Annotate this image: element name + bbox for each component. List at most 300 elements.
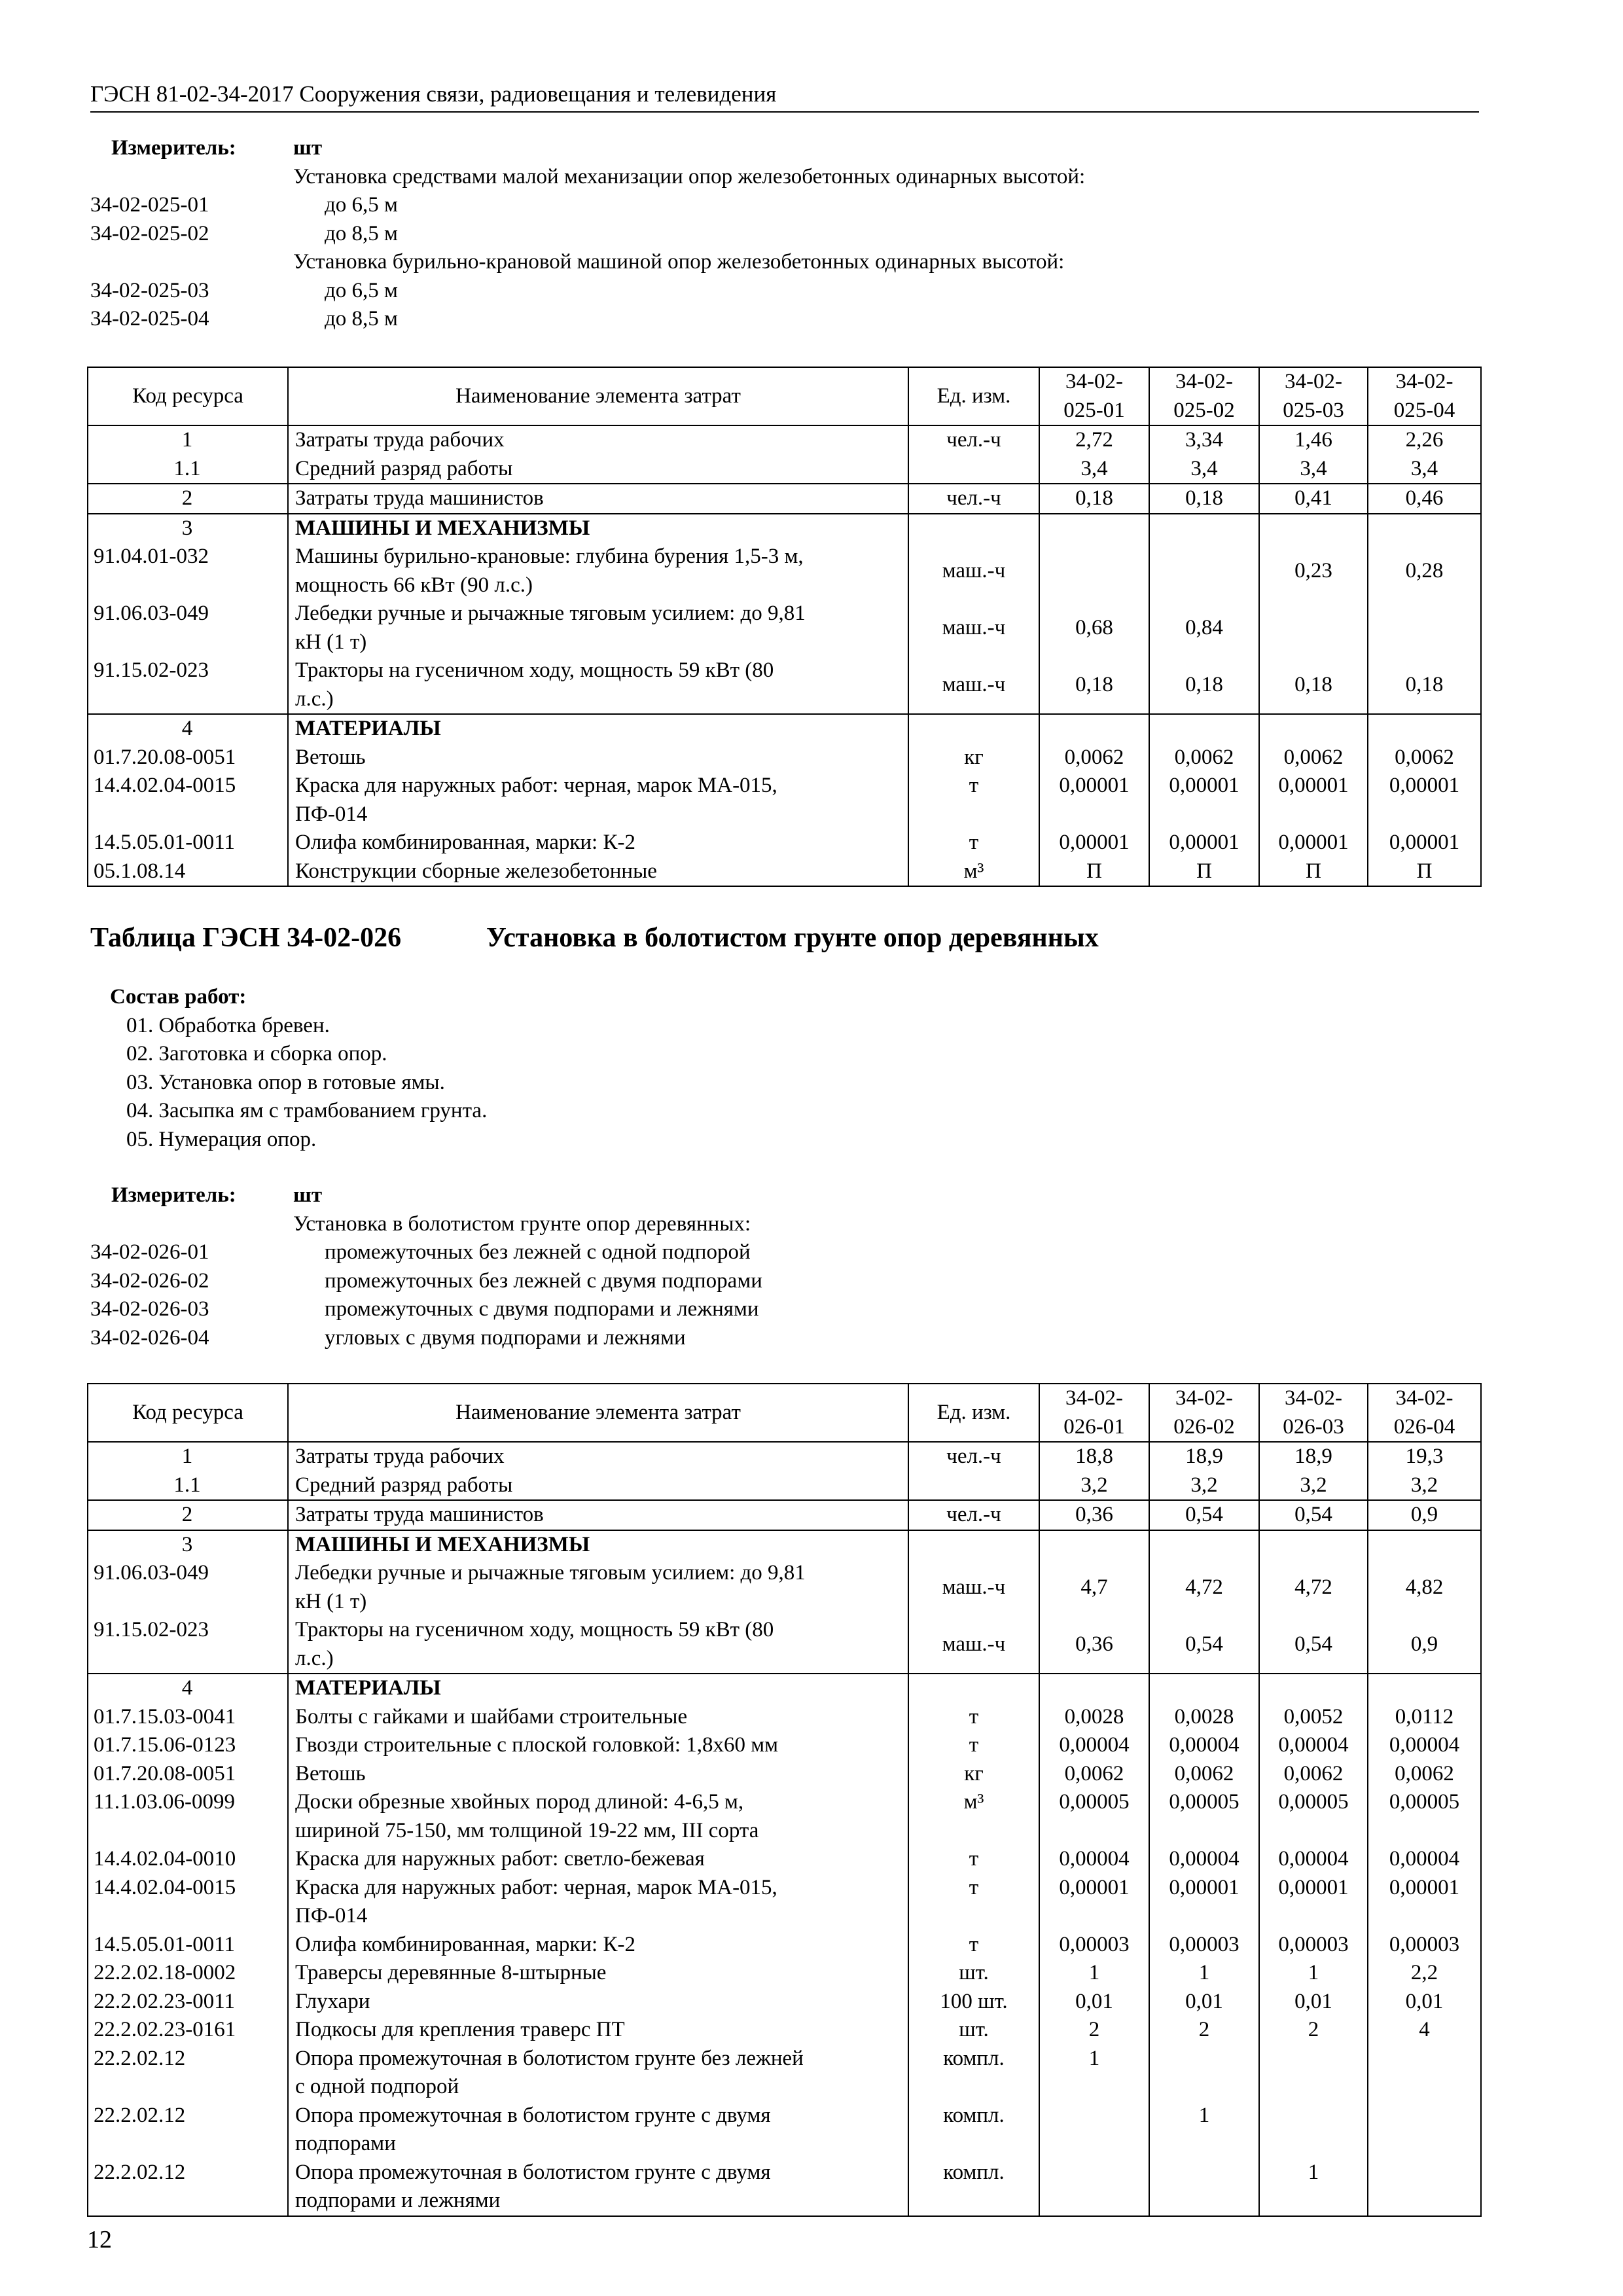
cost-item-name-line: Глухари <box>295 1989 370 2013</box>
unit-cell: м³ <box>908 1788 1039 1845</box>
rate-value: 18,9 <box>1149 1442 1259 1471</box>
cost-item-name-line: Затраты труда машинистов <box>295 486 544 510</box>
cost-item-name <box>288 1788 908 1845</box>
header-row <box>88 367 1481 425</box>
rate-value: 3,2 <box>1149 1471 1259 1501</box>
cost-item-name <box>288 1674 908 1703</box>
measure-block-025 <box>90 134 1465 334</box>
rate-value: 0,01 <box>1259 1988 1368 2017</box>
rate-description: Установка в болотистом грунте опор деревянных: <box>293 1211 751 1236</box>
resource-code: 2 <box>88 484 288 514</box>
table-row <box>88 1616 1481 1674</box>
cost-item-name <box>288 1988 908 2017</box>
unit-cell: м³ <box>908 857 1039 887</box>
page-header <box>90 77 1479 113</box>
rate-value <box>1039 1530 1149 1560</box>
rate-value <box>1259 2102 1368 2159</box>
table-row <box>88 1559 1481 1616</box>
rate-value: 0,9 <box>1368 1500 1481 1530</box>
rate-value: 0,00001 <box>1259 1874 1368 1931</box>
works-heading: Состав работ: <box>110 985 247 1009</box>
rate-value: 1 <box>1259 2159 1368 2216</box>
unit-cell: шт. <box>908 1959 1039 1988</box>
cost-item-name-line: ПФ-014 <box>295 1904 368 1928</box>
rate-value: 0,0062 <box>1039 744 1149 772</box>
resource-code: 01.7.15.03-0041 <box>88 1703 288 1732</box>
cost-item-name-line: Доски обрезные хвойных пород длиной: 4-6,5 м, <box>295 1790 744 1814</box>
resource-code: 01.7.15.06-0123 <box>88 1731 288 1760</box>
cost-item-name <box>288 1760 908 1789</box>
rate-value: 2 <box>1149 2016 1259 2045</box>
table-row <box>88 1931 1481 1960</box>
rate-value <box>1149 2159 1259 2216</box>
table-row <box>88 1959 1481 1988</box>
table-row <box>88 1530 1481 1560</box>
rate-value: 0,0062 <box>1368 744 1481 772</box>
table-row <box>88 2045 1481 2102</box>
resource-code: 3 <box>88 1530 288 1560</box>
rate-value: 0,01 <box>1039 1988 1149 2017</box>
unit-cell: чел.-ч <box>908 1442 1039 1471</box>
measure-unit: шт <box>293 1183 323 1207</box>
cost-item-name <box>288 1616 908 1674</box>
rate-value: 0,00004 <box>1259 1845 1368 1874</box>
cost-item-name <box>288 484 908 514</box>
rate-value: 0,00004 <box>1039 1845 1149 1874</box>
rate-value: 0,00001 <box>1259 829 1368 857</box>
unit-cell: маш.-ч <box>908 600 1039 656</box>
unit-cell: кг <box>908 744 1039 772</box>
cost-item-name-line: Опора промежуточная в болотистом грунте без лежней <box>295 2046 804 2070</box>
cost-item-name-line: кН (1 т) <box>295 1589 367 1613</box>
rate-value <box>1149 2045 1259 2102</box>
rate-value: 3,2 <box>1368 1471 1481 1501</box>
rate-value: 0,18 <box>1149 484 1259 514</box>
resource-code: 05.1.08.14 <box>88 857 288 887</box>
unit-cell <box>908 1674 1039 1703</box>
rate-description: промежуточных с двумя подпорами и лежнями <box>325 1297 759 1321</box>
resource-code: 22.2.02.12 <box>88 2045 288 2102</box>
header-rate-4: 34-02- 025-04 <box>1368 367 1481 425</box>
rate-value <box>1039 514 1149 543</box>
resource-code: 4 <box>88 1674 288 1703</box>
resource-code: 2 <box>88 1500 288 1530</box>
measure-label: Измеритель: <box>111 1183 236 1207</box>
cost-item-name-line: Олифа комбинированная, марки: К-2 <box>295 1932 635 1956</box>
cost-item-name <box>288 1874 908 1931</box>
measure-unit: шт <box>293 136 323 160</box>
cost-item-name-line: Краска для наружных работ: светло-бежевая <box>295 1847 705 1871</box>
cost-item-name-line: Гвозди строительные с плоской головкой: 1,8х60 мм <box>295 1733 779 1757</box>
rate-value <box>1149 543 1259 600</box>
resource-code: 22.2.02.12 <box>88 2102 288 2159</box>
resource-code: 4 <box>88 714 288 744</box>
rate-value: 0,18 <box>1259 656 1368 714</box>
table-row <box>88 484 1481 514</box>
rate-value: 3,4 <box>1368 455 1481 484</box>
measure-row <box>90 248 1465 277</box>
table-row <box>88 1788 1481 1845</box>
table-row <box>88 1442 1481 1471</box>
unit-cell <box>908 455 1039 484</box>
rate-value: 2,72 <box>1039 425 1149 455</box>
unit-cell: маш.-ч <box>908 1616 1039 1674</box>
rate-value: 0,41 <box>1259 484 1368 514</box>
cost-item-name <box>288 2016 908 2045</box>
resource-code: 3 <box>88 514 288 543</box>
rate-value <box>1368 2045 1481 2102</box>
rate-value <box>1039 1674 1149 1703</box>
resource-code: 91.06.03-049 <box>88 600 288 656</box>
rate-value: П <box>1039 857 1149 887</box>
unit-cell: маш.-ч <box>908 543 1039 600</box>
rate-value: 0,00001 <box>1149 772 1259 829</box>
measure-row <box>90 1324 1465 1353</box>
rate-value <box>1368 714 1481 744</box>
resource-code: 91.15.02-023 <box>88 656 288 714</box>
measure-row <box>90 220 1465 249</box>
rate-value: 2,26 <box>1368 425 1481 455</box>
rate-description: угловых с двумя подпорами и лежнями <box>325 1325 686 1350</box>
measure-row <box>90 1181 1465 1210</box>
table-row <box>88 857 1481 887</box>
rate-code <box>90 163 293 192</box>
resource-code: 14.4.02.04-0010 <box>88 1845 288 1874</box>
rate-value: 0,54 <box>1149 1616 1259 1674</box>
measure-row <box>90 163 1465 192</box>
rate-value: 0,36 <box>1039 1616 1149 1674</box>
rate-value: 3,4 <box>1259 455 1368 484</box>
cost-item-name <box>288 543 908 600</box>
rate-value <box>1259 1530 1368 1560</box>
resource-code: 91.15.02-023 <box>88 1616 288 1674</box>
resource-code: 22.2.02.23-0161 <box>88 2016 288 2045</box>
rate-value: 0,00001 <box>1259 772 1368 829</box>
cost-item-name <box>288 1731 908 1760</box>
header-rate-3: 34-02- 026-03 <box>1259 1384 1368 1442</box>
rate-value <box>1039 2159 1149 2216</box>
rate-value <box>1259 2045 1368 2102</box>
rate-code: 34-02-026-01 <box>90 1240 209 1264</box>
measure-block-026 <box>90 1181 1465 1352</box>
rate-value: 0,54 <box>1149 1500 1259 1530</box>
cost-item-name <box>288 2045 908 2102</box>
work-item: 05. Нумерация опор. <box>126 1127 317 1151</box>
table-row <box>88 1845 1481 1874</box>
rate-value <box>1368 1674 1481 1703</box>
unit-cell <box>908 1471 1039 1501</box>
table-row <box>88 1731 1481 1760</box>
rate-description: Установка средствами малой механизации опор железобетонных одинарных высотой: <box>293 164 1086 188</box>
resource-table-025 <box>87 367 1482 887</box>
unit-cell: шт. <box>908 2016 1039 2045</box>
table-row <box>88 425 1481 455</box>
unit-cell <box>908 514 1039 543</box>
cost-item-name <box>288 600 908 656</box>
rate-value: 0,84 <box>1149 600 1259 656</box>
cost-item-name-line: Тракторы на гусеничном ходу, мощность 59 кВт (80 <box>295 1618 774 1641</box>
cost-item-name-line: Затраты труда рабочих <box>295 1444 505 1468</box>
cost-item-name-line: Олифа комбинированная, марки: К-2 <box>295 831 635 854</box>
unit-cell: 100 шт. <box>908 1988 1039 2017</box>
cost-item-name <box>288 1442 908 1471</box>
cost-item-name-line: мощность 66 кВт (90 л.с.) <box>295 573 533 597</box>
header-cost-item: Наименование элемента затрат <box>288 367 908 425</box>
unit-cell <box>908 714 1039 744</box>
rate-value: 4,72 <box>1259 1559 1368 1616</box>
rate-value: 0,00004 <box>1149 1731 1259 1760</box>
cost-item-name <box>288 744 908 772</box>
table-row <box>88 1500 1481 1530</box>
cost-item-name-line: л.с.) <box>295 1646 334 1670</box>
unit-cell: т <box>908 1931 1039 1960</box>
cost-item-name <box>288 1500 908 1530</box>
rate-value: 0,18 <box>1149 656 1259 714</box>
rate-value: 4,7 <box>1039 1559 1149 1616</box>
rate-value: 1 <box>1259 1959 1368 1988</box>
rate-value: 1 <box>1039 2045 1149 2102</box>
rate-value: 4,72 <box>1149 1559 1259 1616</box>
cost-item-name-line: Краска для наружных работ: черная, марок МА-015, <box>295 774 777 797</box>
rate-code <box>90 1210 293 1239</box>
rate-code: 34-02-025-02 <box>90 221 209 245</box>
rate-description: до 8,5 м <box>325 307 398 331</box>
cost-item-name-line: Подкосы для крепления траверс ПТ <box>295 2018 625 2041</box>
table-row <box>88 1471 1481 1501</box>
rate-value: 0,00003 <box>1368 1931 1481 1960</box>
cost-item-name-line: шириной 75-150, мм толщиной 19-22 мм, III сорта <box>295 1818 759 1842</box>
table-row <box>88 744 1481 772</box>
rate-value: 0,0028 <box>1039 1703 1149 1732</box>
rate-code: 34-02-026-03 <box>90 1297 209 1321</box>
table-row <box>88 772 1481 829</box>
cost-item-name <box>288 1959 908 1988</box>
rate-description: до 6,5 м <box>325 278 398 302</box>
cost-item-name-line: л.с.) <box>295 687 334 711</box>
measure-row <box>90 1267 1465 1296</box>
rate-value: 0,0112 <box>1368 1703 1481 1732</box>
measure-row <box>90 134 1465 163</box>
rate-value: 0,68 <box>1039 600 1149 656</box>
work-item: 02. Заготовка и сборка опор. <box>126 1042 387 1066</box>
rate-value <box>1039 2102 1149 2159</box>
rate-value: 0,0062 <box>1368 1760 1481 1789</box>
rate-value: 1 <box>1149 2102 1259 2159</box>
rate-value: 0,00005 <box>1039 1788 1149 1845</box>
cost-item-name-line: Конструкции сборные железобетонные <box>295 859 657 883</box>
cost-item-name <box>288 2159 908 2216</box>
cost-item-name-line: Средний разряд работы <box>295 1473 513 1497</box>
rate-value <box>1149 714 1259 744</box>
table-row <box>88 1703 1481 1732</box>
rate-value: 3,4 <box>1039 455 1149 484</box>
rate-value: 0,0062 <box>1149 1760 1259 1789</box>
rate-description: промежуточных без лежней с двумя подпорами <box>325 1268 762 1293</box>
header-rate-4: 34-02- 026-04 <box>1368 1384 1481 1442</box>
rate-value: 0,36 <box>1039 1500 1149 1530</box>
rate-description: промежуточных без лежней с одной подпорой <box>325 1240 751 1264</box>
rate-value: 0,9 <box>1368 1616 1481 1674</box>
rate-value: 4,82 <box>1368 1559 1481 1616</box>
rate-code: 34-02-025-01 <box>90 193 209 217</box>
rate-code <box>90 248 293 277</box>
rate-value <box>1368 2102 1481 2159</box>
rate-code: 34-02-026-04 <box>90 1325 209 1350</box>
resource-code: 91.04.01-032 <box>88 543 288 600</box>
cost-item-name <box>288 455 908 484</box>
rate-value: 0,54 <box>1259 1616 1368 1674</box>
header-resource-code: Код ресурса <box>88 367 288 425</box>
rate-value: 0,00004 <box>1149 1845 1259 1874</box>
document-title: ГЭСН 81-02-34-2017 Сооружения связи, радиовещания и телевидения <box>90 81 777 107</box>
rate-value: 0,00004 <box>1368 1731 1481 1760</box>
rate-value <box>1368 514 1481 543</box>
cost-item-name-line: Ветошь <box>295 1761 366 1785</box>
measure-row <box>90 277 1465 306</box>
cost-item-name-line: подпорами и лежнями <box>295 2189 501 2212</box>
rate-value: 0,00001 <box>1149 1874 1259 1931</box>
rate-value: 0,28 <box>1368 543 1481 600</box>
rate-value: 3,2 <box>1039 1471 1149 1501</box>
rate-value <box>1259 1674 1368 1703</box>
rate-value: 19,3 <box>1368 1442 1481 1471</box>
resource-code: 1 <box>88 425 288 455</box>
cost-item-name-line: подпорами <box>295 2132 396 2155</box>
header-rate-1: 34-02- 026-01 <box>1039 1384 1149 1442</box>
rate-value: 18,8 <box>1039 1442 1149 1471</box>
rate-description: Установка бурильно-крановой машиной опор железобетонных одинарных высотой: <box>293 250 1065 274</box>
rate-value: 0,00001 <box>1368 829 1481 857</box>
unit-cell: маш.-ч <box>908 656 1039 714</box>
cost-item-name-line: Затраты труда машинистов <box>295 1503 544 1526</box>
table-row <box>88 1760 1481 1789</box>
resource-code: 14.5.05.01-0011 <box>88 829 288 857</box>
rate-value <box>1259 714 1368 744</box>
table-row <box>88 600 1481 656</box>
cost-item-name <box>288 514 908 543</box>
resource-code: 22.2.02.23-0011 <box>88 1988 288 2017</box>
unit-cell: чел.-ч <box>908 425 1039 455</box>
rate-value: 0,0062 <box>1149 744 1259 772</box>
rate-description: до 8,5 м <box>325 221 398 245</box>
rate-value: 0,00003 <box>1039 1931 1149 1960</box>
rate-value: 2 <box>1259 2016 1368 2045</box>
rate-value <box>1149 1674 1259 1703</box>
cost-item-name-line: Ветошь <box>295 745 366 769</box>
rate-value <box>1368 600 1481 656</box>
measure-row <box>90 1295 1465 1324</box>
work-item: 04. Засыпка ям с трамбованием грунта. <box>126 1099 488 1122</box>
cost-item-name-line: Краска для наружных работ: черная, марок МА-015, <box>295 1875 777 1899</box>
cost-item-name-line: МАШИНЫ И МЕХАНИЗМЫ <box>295 1532 590 1556</box>
unit-cell: т <box>908 1731 1039 1760</box>
table-row <box>88 1874 1481 1931</box>
unit-cell: чел.-ч <box>908 1500 1039 1530</box>
rate-value: 0,0052 <box>1259 1703 1368 1732</box>
header-rate-2: 34-02- 025-02 <box>1149 367 1259 425</box>
table-row <box>88 656 1481 714</box>
cost-item-name <box>288 1530 908 1560</box>
cost-item-name-line: МАШИНЫ И МЕХАНИЗМЫ <box>295 516 590 540</box>
rate-value: 0,0062 <box>1039 1760 1149 1789</box>
rate-code: 34-02-025-03 <box>90 278 209 302</box>
rate-value: 0,00004 <box>1039 1731 1149 1760</box>
table-row <box>88 455 1481 484</box>
rate-value: 0,00004 <box>1259 1731 1368 1760</box>
table-row <box>88 829 1481 857</box>
cost-item-name-line: Машины бурильно-крановые: глубина бурения 1,5-3 м, <box>295 545 804 568</box>
unit-cell: т <box>908 1703 1039 1732</box>
resource-code: 11.1.03.06-0099 <box>88 1788 288 1845</box>
measure-row <box>90 305 1465 334</box>
rate-value: 1 <box>1039 1959 1149 1988</box>
rate-value: 0,18 <box>1368 656 1481 714</box>
rate-value: 1,46 <box>1259 425 1368 455</box>
header-unit: Ед. изм. <box>908 1384 1039 1442</box>
rate-value: 0,00001 <box>1039 829 1149 857</box>
rate-value: 0,00001 <box>1039 1874 1149 1931</box>
cost-item-name <box>288 829 908 857</box>
header-cost-item: Наименование элемента затрат <box>288 1384 908 1442</box>
header-unit: Ед. изм. <box>908 367 1039 425</box>
table-row <box>88 1674 1481 1703</box>
cost-item-name <box>288 425 908 455</box>
cost-item-name-line: Средний разряд работы <box>295 456 513 480</box>
header-resource-code: Код ресурса <box>88 1384 288 1442</box>
cost-item-name <box>288 1559 908 1616</box>
resource-code: 22.2.02.18-0002 <box>88 1959 288 1988</box>
rate-value: 0,01 <box>1368 1988 1481 2017</box>
rate-code: 34-02-026-02 <box>90 1268 209 1293</box>
rate-value: 0,0062 <box>1259 1760 1368 1789</box>
cost-item-name <box>288 2102 908 2159</box>
rate-value: 0,00001 <box>1149 829 1259 857</box>
cost-item-name-line: Тракторы на гусеничном ходу, мощность 59 кВт (80 <box>295 658 774 682</box>
table-row <box>88 543 1481 600</box>
rate-value: 2,2 <box>1368 1959 1481 1988</box>
rate-value <box>1039 543 1149 600</box>
work-item: 01. Обработка бревен. <box>126 1013 330 1037</box>
cost-item-name-line: Опора промежуточная в болотистом грунте с двумя <box>295 2103 771 2127</box>
rate-value: 0,00001 <box>1368 1874 1481 1931</box>
rate-value <box>1039 714 1149 744</box>
rate-code: 34-02-025-04 <box>90 307 209 331</box>
table-number: Таблица ГЭСН 34-02-026 <box>90 923 402 953</box>
rate-description: до 6,5 м <box>325 193 398 217</box>
measure-row <box>90 1238 1465 1267</box>
cost-item-name-line: Траверсы деревянные 8-штырные <box>295 1961 607 1984</box>
resource-code: 14.5.05.01-0011 <box>88 1931 288 1960</box>
unit-cell <box>908 1530 1039 1560</box>
cost-item-name-line: Лебедки ручные и рычажные тяговым усилием: до 9,81 <box>295 601 806 625</box>
rate-value: 0,54 <box>1259 1500 1368 1530</box>
rate-value <box>1368 1530 1481 1560</box>
rate-value: 0,00004 <box>1368 1845 1481 1874</box>
rate-value: 1 <box>1149 1959 1259 1988</box>
cost-item-name <box>288 857 908 887</box>
unit-cell: компл. <box>908 2045 1039 2102</box>
cost-item-name-line: с одной подпорой <box>295 2075 459 2098</box>
header-rate-3: 34-02- 025-03 <box>1259 367 1368 425</box>
resource-code: 1 <box>88 1442 288 1471</box>
resource-table-026 <box>87 1383 1482 2217</box>
resource-code: 01.7.20.08-0051 <box>88 744 288 772</box>
resource-code: 14.4.02.04-0015 <box>88 1874 288 1931</box>
unit-cell: компл. <box>908 2159 1039 2216</box>
cost-item-name <box>288 1845 908 1874</box>
measure-row <box>90 191 1465 220</box>
table-row <box>88 2159 1481 2216</box>
